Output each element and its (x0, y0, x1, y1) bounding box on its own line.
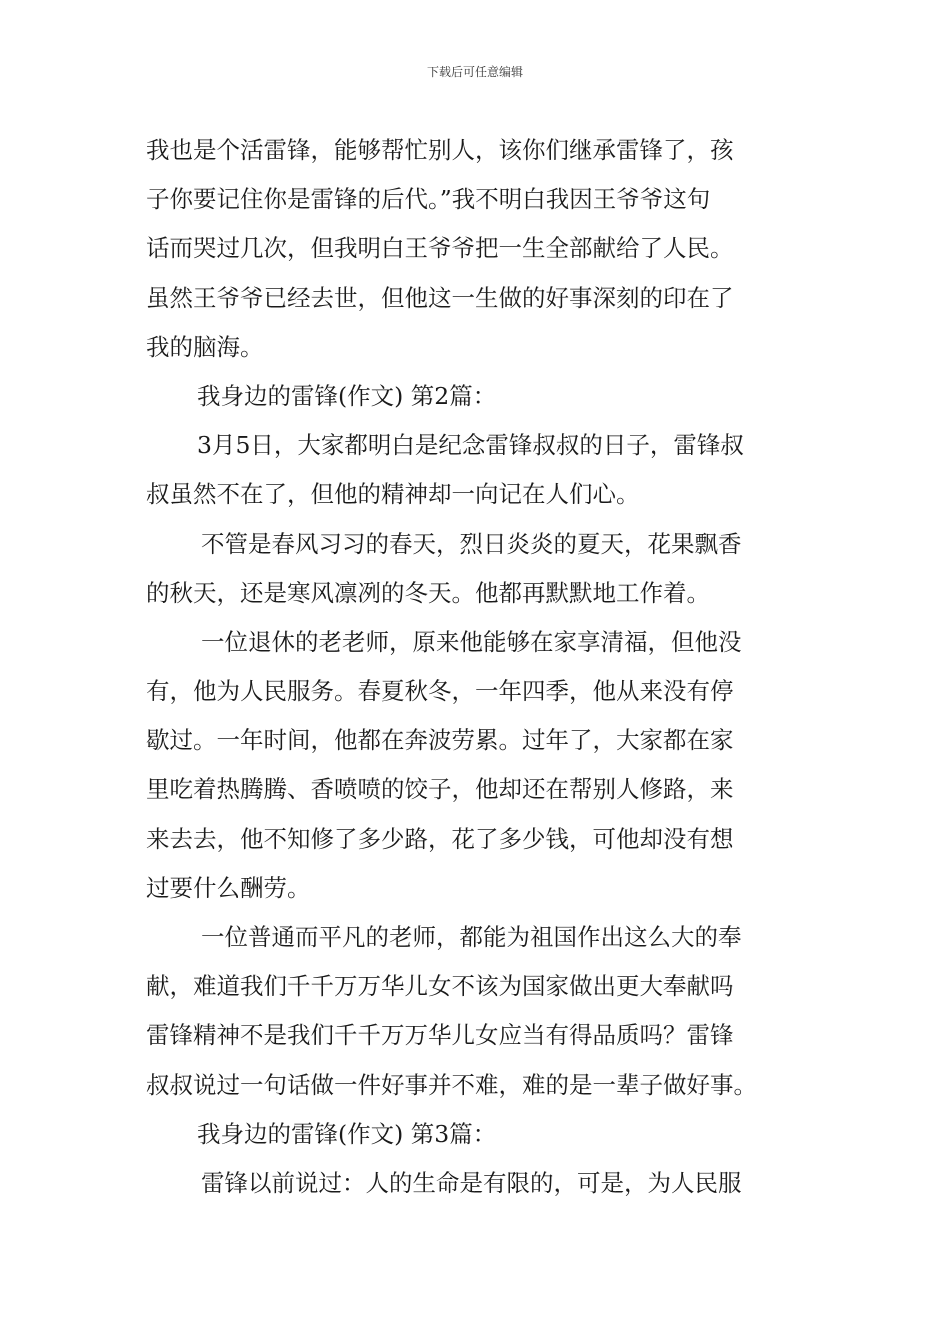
text-line: 献，难道我们千千万万华儿女不该为国家做出更大奉献吗 (146, 972, 734, 1001)
section-heading: 我身边的雷锋(作文) 第3篇： (197, 1119, 497, 1148)
text-line: 叔虽然不在了，但他的精神却一向记在人们心。 (146, 480, 640, 509)
text-line: 雷锋以前说过：人的生命是有限的，可是，为人民服 (201, 1168, 742, 1197)
text-line: 歇过。一年时间，他都在奔波劳累。过年了，大家都在家 (146, 726, 734, 755)
text-line: 来去去，他不知修了多少路，花了多少钱，可他却没有想 (146, 824, 734, 853)
text-line: 雷锋精神不是我们千千万万华儿女应当有得品质吗？雷锋 (146, 1021, 734, 1050)
text-line: 话而哭过几次，但我明白王爷爷把一生全部献给了人民。 (146, 234, 734, 263)
section-heading: 我身边的雷锋(作文) 第2篇： (197, 381, 497, 410)
text-line: 叔叔说过一句话做一件好事并不难，难的是一辈子做好事。 (146, 1070, 757, 1099)
text-line: 里吃着热腾腾、香喷喷的饺子，他却还在帮别人修路，来 (146, 775, 734, 804)
text-line: 子你要记住你是雷锋的后代。”我不明白我因王爷爷这句 (146, 185, 711, 214)
text-line: 有，他为人民服务。春夏秋冬，一年四季，他从来没有停 (146, 677, 734, 706)
text-line: 的秋天，还是寒风凛冽的冬天。他都再默默地工作着。 (146, 578, 710, 607)
document-body (146, 126, 808, 1208)
text-line: 不管是春风习习的春天，烈日炎炎的夏天，花果飘香 (201, 529, 742, 558)
text-line: 我也是个活雷锋，能够帮忙别人，该你们继承雷锋了，孩 (146, 136, 734, 164)
text-line: 一位普通而平凡的老师，都能为祖国作出这么大的奉 (201, 923, 742, 951)
text-line: 虽然王爷爷已经去世，但他这一生做的好事深刻的印在了 (146, 283, 734, 312)
page-header-note: 下载后可任意编辑 (426, 65, 523, 79)
text-line: 3月5日，大家都明白是纪念雷锋叔叔的日子，雷锋叔 (197, 431, 744, 460)
text-line: 过要什么酬劳。 (146, 873, 311, 902)
text-line: 一位退休的老老师，原来他能够在家享清福，但他没 (201, 627, 742, 656)
text-line: 我的脑海。 (146, 332, 264, 361)
